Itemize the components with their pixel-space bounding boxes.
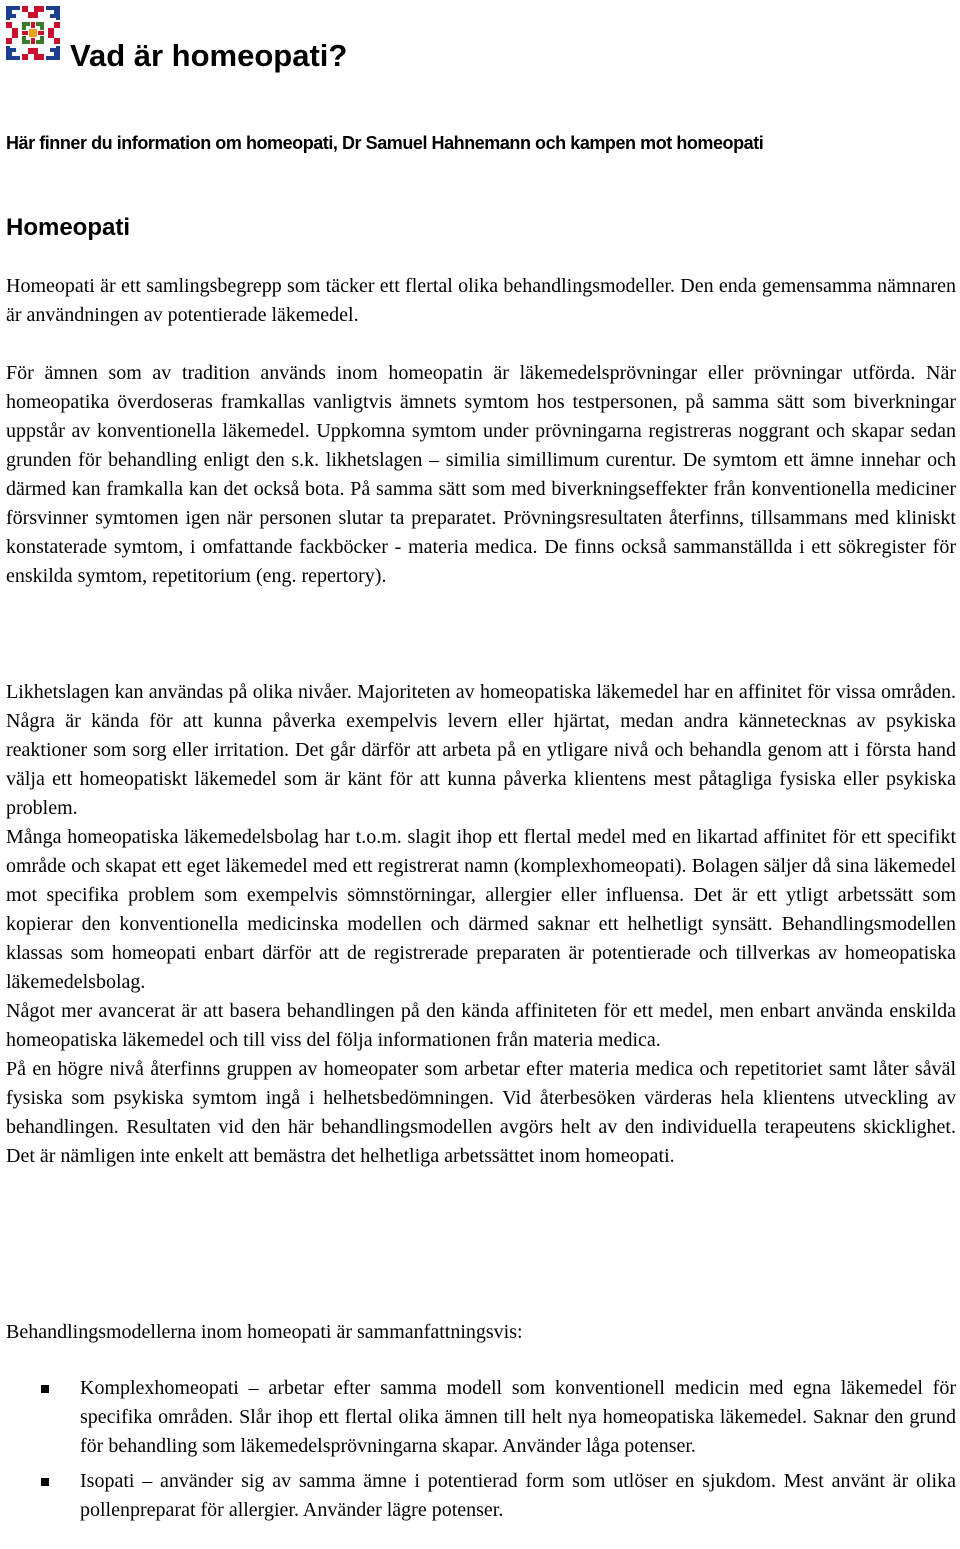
list-item-text: Isopati – använder sig av samma ämne i potentierad form som utlöser en sjukdom. Mest använt är olika pollenpreparat för allergier. Använder lägre potenser. — [80, 1470, 956, 1521]
levels-section — [6, 678, 956, 1171]
square-bullet-icon — [41, 1478, 49, 1486]
levels-paragraph-a: Likhetslagen kan användas på olika nivåer. Majoriteten av homeopatiska läkemedel har en affinitet för vissa områden. Några är kända för att kunna påverka exempelvis levern eller hjärtat, medan andra kännetecknas av psykiska reaktioner som sorg eller irritation. Det går därför att arbeta på en ytligare nivå och behandla genom att i första hand välja ett homeopatiskt läkemedel som är känt för att kunna påverka klientens mest påtagliga fysiska eller psykiska problem. — [6, 681, 956, 819]
page-subtitle: Här finner du information om homeopati, Dr Samuel Hahnemann och kampen mot homeopati — [6, 133, 764, 153]
folk-ornament-logo-icon — [4, 4, 62, 62]
section-heading: Homeopati — [6, 214, 131, 241]
intro-paragraph: Homeopati är ett samlingsbegrepp som täcker ett flertal olika behandlingsmodeller. Den enda gemensamma nämnaren är användningen av potentierade läkemedel. — [6, 275, 956, 326]
list-item — [0, 1467, 956, 1525]
levels-paragraph-c: Något mer avancerat är att basera behandlingen på den kända affiniteten för ett medel, men enbart använda enskilda homeopatiska läkemedel och till viss del följa informationen från materia medica. — [6, 1000, 956, 1051]
square-bullet-icon — [41, 1385, 49, 1393]
levels-paragraph-d: På en högre nivå återfinns gruppen av homeopater som arbetar efter materia medica och repetitoriet samt låter såväl fysiska som psykiska symtom ingå i helhetsbedömningen. Vid återbesöken värderas hela klientens utveckling av behandlingen. Resultaten vid den här behandlingsmodellen avgörs helt av den individuella terapeutens skicklighet. Det är nämligen inte enkelt att bemästra det helhetliga arbetssättet inom homeopati. — [6, 1058, 956, 1167]
treatment-models-list — [0, 1374, 956, 1525]
list-item — [0, 1374, 956, 1461]
list-item-text: Komplexhomeopati – arbetar efter samma modell som konventionell medicin med egna läkemedel för specifika områden. Slår ihop ett flertal olika ämnen till helt nya homeopatiska läkemedel. Saknar den grund för behandling som läkemedelsprövningarna skapar. Använder låga potenser. — [80, 1377, 956, 1457]
page-title: Vad är homeopati? — [70, 38, 348, 73]
levels-paragraph-b: Många homeopatiska läkemedelsbolag har t.o.m. slagit ihop ett flertal medel med en likartad affinitet för ett specifikt område och skapat ett eget läkemedel med ett registrerat namn (komplexhomeopati). Bolagen säljer då sina läkemedel mot specifika problem som exempelvis sömnstörningar, allergier eller influensa. Det är ett ytligt arbetssätt som kopierar den konventionella medicinska modellen och därmed saknar ett helhetligt synsätt. Behandlingsmodellen klassas som homeopati enbart därför att de registrerade preparaten är potentierade och tillverkas av homeopatiska läkemedelsbolag. — [6, 826, 956, 993]
provings-paragraph: För ämnen som av tradition används inom homeopatin är läkemedelsprövningar eller prövningar utförda. När homeopatika överdoseras framkallas vanligtvis ämnets symtom hos testpersonen, på samma sätt som biverkningar uppstår av konventionella läkemedel. Uppkomna symtom under prövningarna registreras noggrant och skapar sedan grunden för behandling enligt den s.k. likhetslagen – similia simillimum curentur. De symtom ett ämne innehar och därmed kan framkalla kan det också bota. På samma sätt som med biverkningseffekter från konventionella mediciner försvinner symtomen igen när personen slutar ta preparatet. Prövningsresultaten återfinns, tillsammans med kliniskt konstaterade symtom, i omfattande fackböcker - materia medica. De finns också sammanställda i ett sökregister för enskilda symtom, repetitorium (eng. repertory). — [6, 362, 956, 587]
summary-lead: Behandlingsmodellerna inom homeopati är sammanfattningsvis: — [6, 1321, 523, 1343]
